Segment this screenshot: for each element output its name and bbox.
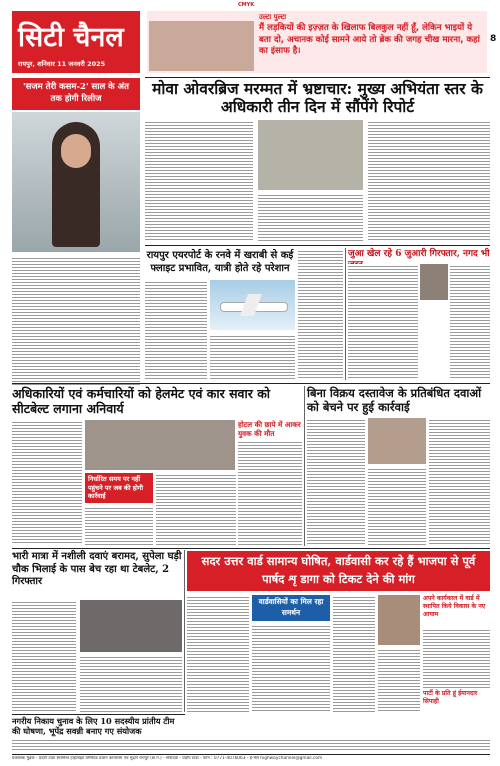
helmet-headline: अधिकारियों एवं कर्मचारियों को हेलमेट एवं कार सवार को सीटबेल्ट लगाना अनिवार्य [12, 386, 271, 416]
helmet-body-1 [12, 420, 82, 545]
page-number: 8 [490, 34, 497, 44]
dawa-photo [368, 418, 426, 464]
helmet-box-text: निर्धारित समय पर नहीं पहुंचने पर जब की होगी कार्रवाई [88, 475, 144, 500]
airport-body-1 [145, 280, 207, 380]
bhilai-photo [80, 600, 182, 652]
party-headline: पार्टी के प्रति हूं ईमानदार सिपाही [423, 690, 478, 705]
dawa-headline: बिना विक्रय दस्तावेज के प्रतिबंधित दवाओं को बेचने पर हुई कार्रवाई [307, 386, 482, 414]
sadar-body-1 [187, 595, 249, 712]
ulta-cartoon [149, 21, 254, 71]
lead-body-2 [258, 193, 363, 242]
juaa-photo [420, 264, 448, 300]
sadar-box-text: वार्डवासियों का मिल रहा समर्थन [258, 597, 324, 617]
sadar-body-2 [252, 624, 330, 712]
juaa-headline: जुआ खेल रहे 6 जुआरी गिरफ्तार, नगद भी [348, 249, 490, 259]
helmet-body-2 [156, 473, 236, 545]
airport-body-3 [298, 249, 343, 380]
chunav-headline: नगरीय निकाय चुनाव के लिए 10 सदस्यीय प्रांतीय टीम की घोषणा, भूपेंद्र सवन्नी बनाए गए संयोजक [12, 716, 175, 736]
actress-photo [12, 112, 140, 252]
chunav-body [12, 738, 490, 752]
lead-photo [258, 120, 363, 190]
lead-body-1 [145, 120, 253, 242]
sadar-headline: सदर उत्तर वार्ड सामान्य घोषित, वार्डवासी कर रहे हैं भाजपा से पूर्व पार्षद शृ डागा को टिकट देने की मांग [201, 554, 476, 586]
airport-body-2 [210, 334, 295, 380]
lead-body-3 [368, 120, 490, 242]
sadar-box [252, 595, 330, 621]
helmet-photo [85, 420, 235, 470]
lead-headline: मोवा ओवरब्रिज मरम्मत में भ्रष्टाचार: मुख्य अभियंता स्तर के अधिकारी तीन दिन में सौंपेंगे रिपोर्ट [152, 79, 483, 116]
bhilai-headline: भारी मात्रा में नशीली दवाएं बरामद, सुपेला घड़ी चौक भिलाई के पास बेच रहा था टेबलेट, 2 गिरफ्तार [12, 551, 182, 587]
dawa-body-2 [368, 467, 426, 546]
juaa-body-2 [450, 264, 490, 380]
sidebar-body [12, 256, 140, 386]
ulta-pulta-box [147, 11, 487, 73]
helmet-body-3 [85, 506, 153, 545]
masthead-title: सिटी चैनल [18, 22, 124, 53]
helmet-box [85, 473, 153, 503]
sadar-head-box [187, 551, 490, 591]
dawa-body-3 [429, 418, 490, 546]
sadar-body-5 [378, 648, 420, 712]
airport-headline: रायपुर एयरपोर्ट के रनवे में खराबी से कई फ्लाइट प्रभावित, यात्री होते रहे परेशान [146, 250, 294, 274]
airplane-photo [210, 280, 295, 330]
hotel-body [238, 440, 302, 545]
apne-headline: अपने कार्यकाल में वार्ड में स्थापित किये विकास के नए आयाम [423, 595, 486, 618]
ulta-text: मैं लड़कियों की इज़्ज़त के खिलाफ बिलकुल नहीं हूँ, लेकिन भाइयों ये बता दो, अचानक कोई सामने आये तो ब्रेक की जगह चीख मारना, कहां का इंसाफ है। [259, 23, 480, 56]
dawa-body-1 [307, 418, 365, 546]
sadar-body-3 [333, 595, 375, 712]
masthead-box [12, 11, 140, 73]
candidate-photo [378, 595, 420, 645]
masthead-dateline: रायपुर, शनिवार 11 जनवरी 2025 [18, 60, 106, 68]
sadar-body-4 [423, 628, 490, 688]
juaa-body-1 [348, 264, 418, 380]
bhilai-body-2 [80, 655, 182, 712]
ulta-label: उल्टा पुल्टा [259, 13, 287, 21]
cmyk-marker: CMYK [238, 2, 255, 8]
bhilai-body-1 [12, 600, 76, 712]
sidebar-head-box [12, 78, 140, 110]
hotel-headline: होटल की छापे में आकर युवक की मौत [238, 420, 301, 438]
footer-imprint: प्रकाशक मुद्रक - प्रदीप टांडा स्वामित्व हाईलाइट लिमिटेड प्रधान कार्यालय एवं मुद्रण रायपुर (छ.ग.) - संपादक - प्रदीप टांडा - फोन : 0771-4076063 - ई-मेल highwaychannel@gmail.com [12, 756, 323, 761]
sidebar-head: 'सजम तेरी कसम-2' साल के अंत तक होगी रिलीज [22, 82, 130, 104]
